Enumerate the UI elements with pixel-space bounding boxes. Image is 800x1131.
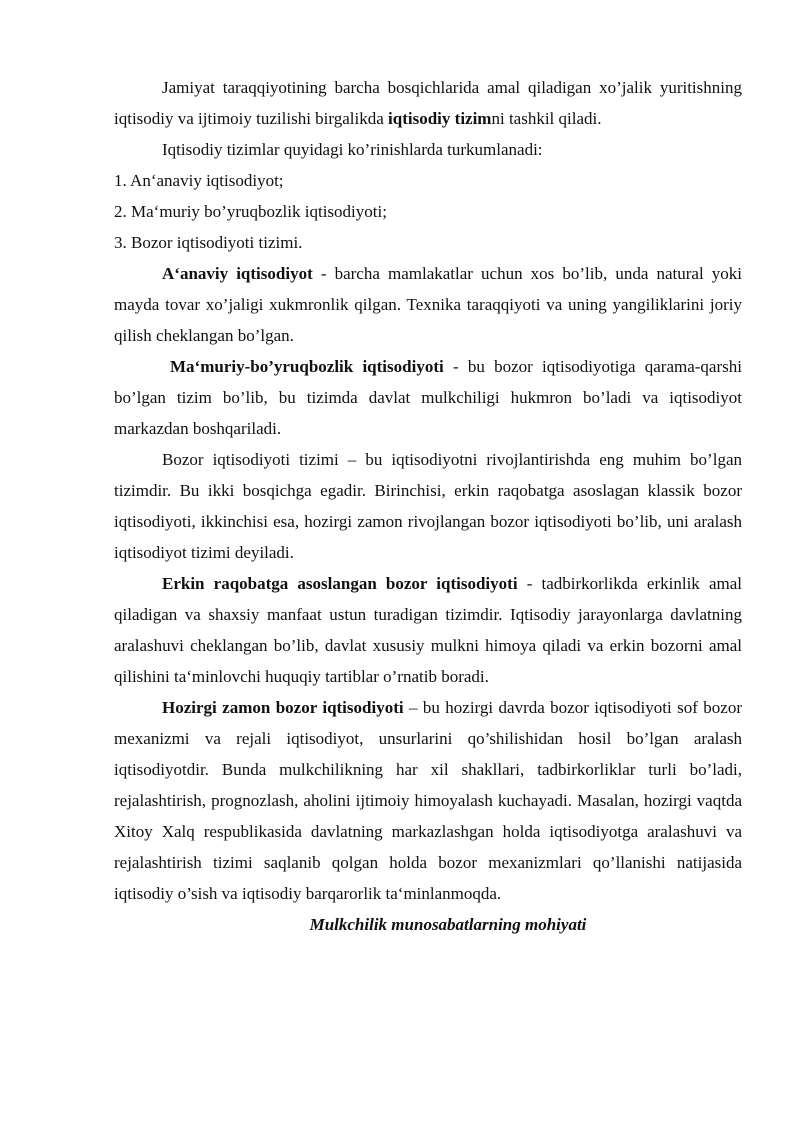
- paragraph-classification: Iqtisodiy tizimlar quyidagi ko’rinishlarda turkumlanadi:: [162, 140, 543, 159]
- paragraph-intro-text: Jamiyat taraqqiyotining barcha bosqichlarida amal qiladigan xo’jalik yuritishning iqtisodiy va ijtimoiy tuzilishi birgalikda: [114, 78, 742, 128]
- term-traditional: A‘anaviy iqtisodiyot: [162, 264, 313, 283]
- section-heading: Mulkchilik munosabatlarning mohiyati: [309, 915, 587, 934]
- list-item: 1. An‘anaviy iqtisodiyot;: [114, 171, 284, 190]
- paragraph-intro-tail: ni tashkil qiladi.: [491, 109, 602, 128]
- list-item: 2. Ma‘muriy bo’yruqbozlik iqtisodiyoti;: [114, 202, 387, 221]
- paragraph-market: Bozor iqtisodiyoti tizimi – bu iqtisodiyotni rivojlantirishda eng muhim bo’lgan tizimdir. Bu ikki bosqichga egadir. Birinchisi, erkin raqobatga asoslagan klassik bozor iqtisodiyoti, ikkinchisi esa, hozirgi zamon rivojlangan bozor iqtisodiyoti bo’lib, uni aralash iqtisodiyot tizimi deyiladi.: [114, 450, 742, 562]
- paragraph-modern-market: [114, 692, 742, 909]
- list-item: 3. Bozor iqtisodiyoti tizimi.: [114, 233, 303, 252]
- document-body: [114, 72, 742, 940]
- paragraph-modern-market-text: – bu hozirgi davrda bozor iqtisodiyoti sof bozor mexanizmi va rejali iqtisodiyot, unsurlarini qo’shilishidan hosil bo’lgan aralash iqtisodiyotdir. Bunda mulkchilikning har xil shakllari, tadbirkorliklar turli bo’ladi, rejalashtirish, prognozlash, aholini ijtimoiy himoyalash kuchayadi. Masalan, hozirgi vaqtda Xitoy Xalq respublikasida davlatning markazlashgan holda iqtisodiyotga aralashuvi va rejalashtirish tizimi saqlanib qolgan holda bozor mexanizmlari qo’llanishi natijasida iqtisodiy o’sish va iqtisodiy barqarorlik ta‘minlanmoqda.: [114, 698, 742, 903]
- paragraph-traditional: [114, 258, 742, 351]
- term-modern-market: Hozirgi zamon bozor iqtisodiyoti: [162, 698, 404, 717]
- term-command: Ma‘muriy-bo’yruqbozlik iqtisodiyoti: [170, 357, 444, 376]
- paragraph-command: [114, 351, 742, 444]
- term-free-market: Erkin raqobatga asoslangan bozor iqtisodiyoti: [162, 574, 518, 593]
- paragraph-free-market-text: - tadbirkorlikda erkinlik amal qiladigan va shaxsiy manfaat ustun turadigan tizimdir. Iqtisodiy jarayonlarga davlatning aralashuvi cheklangan bo’lib, davlat xususiy mulkni himoya qiladi va erkin bozorni amal qilishini ta‘minlovchi huquqiy tartiblar o’rnatib boradi.: [114, 574, 742, 686]
- term-iqtisodiy-tizim: iqtisodiy tizim: [388, 109, 492, 128]
- paragraph-command-text: - bu bozor iqtisodiyotiga qarama-qarshi bo’lgan tizim bo’lib, bu tizimda davlat mulkchiligi hukmron bo’ladi va iqtisodiyot markazdan boshqariladi.: [114, 357, 742, 438]
- paragraph-free-market: [114, 568, 742, 692]
- paragraph-traditional-text: - barcha mamlakatlar uchun xos bo’lib, unda natural yoki mayda tovar xo’jaligi xukmronlik qilgan. Texnika taraqqiyoti va uning yangiliklarini joriy qilish cheklangan bo’lgan.: [114, 264, 742, 345]
- paragraph-intro: [114, 72, 742, 134]
